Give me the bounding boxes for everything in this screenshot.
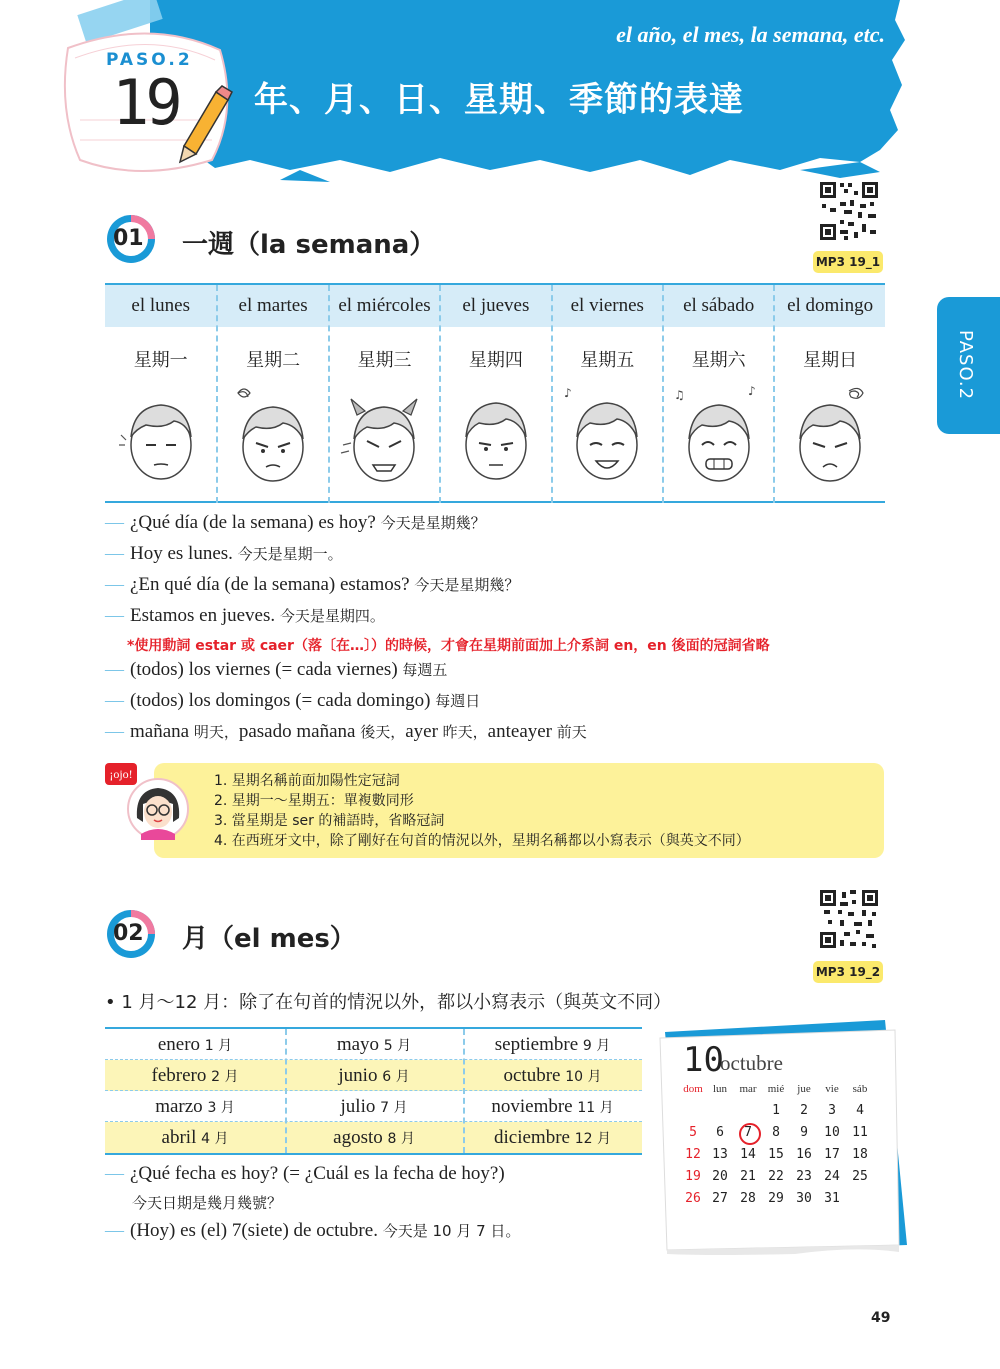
example-line: — Estamos en jueves. 今天是星期四。 (105, 605, 385, 626)
month-cell: marzo 3 月 (155, 1096, 235, 1117)
qr-code-icon[interactable] (818, 180, 880, 242)
month-cell: diciembre 12 月 (494, 1127, 611, 1148)
header-subtitle: el año, el mes, la semana, etc. (616, 22, 885, 47)
calendar-day: 5 (689, 1125, 697, 1140)
week-table (105, 283, 885, 503)
calendar-day: 29 (768, 1191, 784, 1206)
month-row (105, 1060, 642, 1091)
weekday-es: el martes (238, 295, 308, 316)
month-row (105, 1029, 642, 1060)
highlighted-day-circle (739, 1123, 761, 1145)
calendar-day: 15 (768, 1147, 784, 1162)
calendar-day: 27 (712, 1191, 728, 1206)
calendar-day: 21 (740, 1169, 756, 1184)
month-table (105, 1027, 642, 1155)
weekday-zh: 星期三 (357, 350, 412, 371)
calendar-day: 2 (800, 1103, 808, 1118)
example-line: — ¿Qué día (de la semana) es hoy? 今天是星期幾？ (105, 512, 486, 533)
calendar-weekday-label: mar (739, 1083, 757, 1095)
weekday-column (662, 285, 773, 503)
month-cell: julio 7 月 (340, 1096, 408, 1117)
section-title: 月（el mes） (182, 924, 356, 954)
happy-face-icon (562, 385, 652, 485)
calendar-month-number: 10 (683, 1040, 724, 1080)
calendar-day: 7 (744, 1125, 752, 1140)
weekday-zh: 星期日 (803, 350, 858, 371)
ojo-tag: ¡ojo! (105, 763, 137, 785)
example-line: — ¿Qué fecha es hoy? (= ¿Cuál es la fecha de hoy?) (105, 1163, 505, 1184)
svg-text:♪: ♪ (564, 386, 572, 400)
qr-code-icon[interactable] (818, 888, 880, 950)
calendar-day: 19 (685, 1169, 701, 1184)
weekday-es: el sábado (683, 295, 755, 316)
month-intro: • 1 月～12 月：除了在句首的情況以外，都以小寫表示（與英文不同） (105, 992, 672, 1013)
calendar-day: 8 (772, 1125, 780, 1140)
weekday-zh: 星期五 (580, 350, 635, 371)
calendar-day: 9 (800, 1125, 808, 1140)
paso-label: PASO.2 (106, 50, 193, 70)
example-line: — (todos) los domingos (= cada domingo) 每週日 (105, 690, 481, 711)
calendar-day: 16 (796, 1147, 812, 1162)
example-line: — Hoy es lunes. 今天是星期一。 (105, 543, 343, 564)
tired-face-icon (116, 385, 206, 485)
calendar-day: 31 (824, 1191, 840, 1206)
calendar-day: 12 (685, 1147, 701, 1162)
neutral-face-icon (451, 385, 541, 485)
calendar-day: 18 (852, 1147, 868, 1162)
calendar-day: 20 (712, 1169, 728, 1184)
side-tab-label: PASO.2 (955, 330, 976, 401)
angry-devil-face-icon (339, 385, 429, 485)
annoyed-face-icon (228, 385, 318, 485)
example-line: — (Hoy) es (el) 7(siete) de octubre. 今天是 10 月 7 日。 (105, 1220, 521, 1241)
page-number: 49 (871, 1310, 891, 1326)
calendar-day: 25 (852, 1169, 868, 1184)
weekday-es: el miércoles (338, 295, 431, 316)
calendar-day: 28 (740, 1191, 756, 1206)
calendar-day: 17 (824, 1147, 840, 1162)
weekday-zh: 星期一 (133, 350, 188, 371)
month-cell: mayo 5 月 (336, 1034, 412, 1055)
calendar-day: 26 (685, 1191, 701, 1206)
calendar-weekday-label: mié (767, 1083, 785, 1095)
calendar-day: 3 (828, 1103, 836, 1118)
tip-item: 1. 星期名稱前面加陽性定冠詞 (214, 773, 400, 789)
grinning-face-icon (674, 385, 764, 485)
calendar-weekday-label: dom (683, 1083, 703, 1095)
side-tab[interactable] (937, 297, 1000, 434)
calendar-month-name: octubre (720, 1051, 783, 1075)
example-line: — mañana 明天，pasado mañana 後天，ayer 昨天，anteayer 前天 (105, 721, 587, 742)
month-cell: enero 1 月 (157, 1034, 233, 1055)
weekday-zh: 星期四 (468, 350, 523, 371)
example-line: — (todos) los viernes (= cada viernes) 每週五 (105, 659, 448, 680)
month-row (105, 1122, 642, 1153)
calendar-day: 11 (852, 1125, 868, 1140)
month-cell: febrero 2 月 (151, 1065, 239, 1086)
calendar-day: 24 (824, 1169, 840, 1184)
weekday-column (328, 285, 439, 503)
mp3-label[interactable]: MP3 19_2 (813, 961, 883, 983)
weekday-es: el lunes (131, 295, 190, 316)
tip-box (154, 763, 884, 858)
section-number: 02 (113, 921, 144, 946)
calendar-day: 4 (856, 1103, 864, 1118)
calendar-weekday-label: sáb (852, 1083, 868, 1095)
mp3-label[interactable]: MP3 19_1 (813, 251, 883, 273)
month-cell: agosto 8 月 (333, 1127, 415, 1148)
example-translation: 今天日期是幾月幾號？ (132, 1194, 283, 1212)
weekday-zh: 星期六 (691, 350, 746, 371)
lesson-number: 19 (112, 66, 179, 139)
tip-item: 4. 在西班牙文中，除了剛好在句首的情況以外，星期名稱都以小寫表示（與英文不同） (214, 833, 750, 849)
tip-item: 3. 當星期是 ser 的補語時，省略冠詞 (214, 813, 445, 829)
weekday-es: el domingo (787, 295, 874, 316)
weekday-zh: 星期二 (246, 350, 301, 371)
month-cell: junio 6 月 (338, 1065, 410, 1086)
example-line: — ¿En qué día (de la semana) estamos? 今天是星期幾？ (105, 574, 520, 595)
lesson-title: 年、月、日、星期、季節的表達 (254, 80, 744, 120)
svg-text:♪: ♪ (747, 385, 756, 398)
weekday-column (216, 285, 327, 503)
weekday-column (439, 285, 550, 503)
section-title: 一週（la semana） (182, 230, 436, 260)
calendar-day: 30 (796, 1191, 812, 1206)
section-number: 01 (113, 226, 144, 251)
calendar-weekday-label: jue (797, 1083, 811, 1095)
weekday-column (105, 285, 216, 503)
grammar-note: *使用動詞 estar 或 caer（落〔在…〕）的時候，才會在星期前面加上介系詞 en，en 後面的冠詞省略 (127, 638, 770, 654)
calendar-weekday-label: vie (825, 1083, 839, 1095)
tip-list (214, 771, 750, 851)
calendar-day: 13 (712, 1147, 728, 1162)
weekday-es: el viernes (570, 295, 644, 316)
calendar-day: 6 (716, 1125, 724, 1140)
month-cell: octubre 10 月 (503, 1065, 602, 1086)
month-cell: abril 4 月 (161, 1127, 229, 1148)
calendar-day: 22 (768, 1169, 784, 1184)
weekday-column (551, 285, 662, 503)
month-row (105, 1091, 642, 1122)
tip-item: 2. 星期一～星期五：單複數同形 (214, 793, 414, 809)
svg-text:♫: ♫ (673, 388, 685, 402)
calendar-weekday-label: lun (712, 1083, 728, 1095)
month-cell: septiembre 9 月 (494, 1034, 611, 1055)
grumpy-face-icon (785, 385, 875, 485)
calendar-day: 1 (772, 1103, 780, 1118)
month-cell: noviembre 11 月 (491, 1096, 614, 1117)
weekday-column (773, 285, 884, 503)
weekday-es: el jueves (462, 295, 530, 316)
calendar-day: 10 (824, 1125, 840, 1140)
calendar-day: 14 (740, 1147, 756, 1162)
teacher-avatar-icon (127, 778, 189, 840)
calendar-day: 23 (796, 1169, 812, 1184)
